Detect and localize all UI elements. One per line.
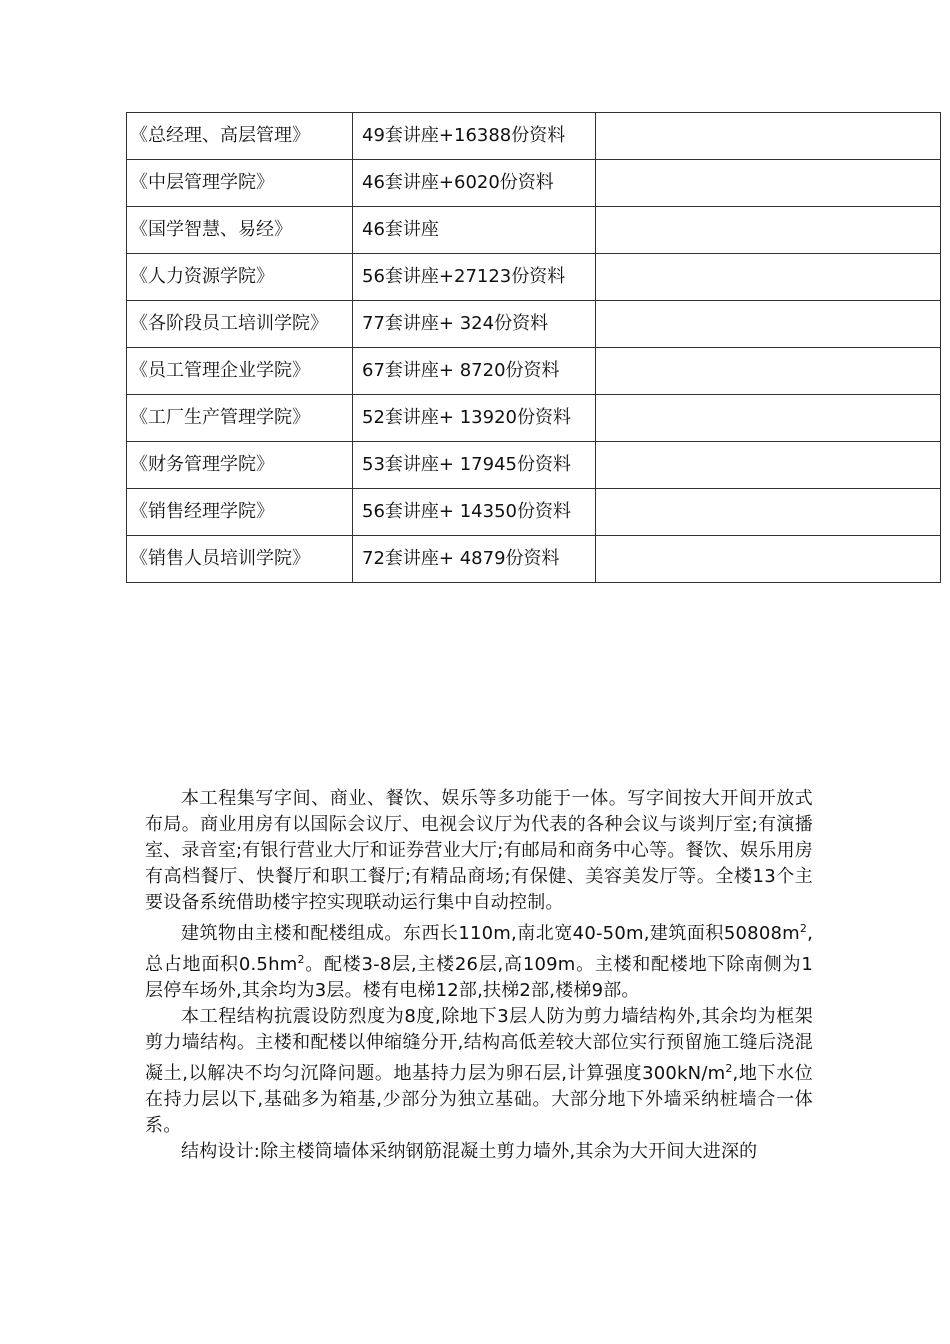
- paragraph-overview: 本工程集写字间、商业、餐饮、娱乐等多功能于一体。写字间按大开间开放式布局。商业用房有以国际会议厅、电视会议厅为代表的各种会议与谈判厅室;有演播室、录音室;有银行营业大厅和证券营业大厅;有邮局和商务中心等。餐饮、娱乐用房有高档餐厅、快餐厅和职工餐厅;有精品商场;有保健、美容美发厅等。全楼13个主要设备系统借助楼宇控实现联动运行集中自动控制。: [145, 788, 813, 913]
- course-content-cell: 72套讲座+ 4879份资料: [353, 536, 596, 583]
- course-note-cell: [596, 442, 941, 489]
- course-catalog-table: [126, 112, 941, 583]
- course-name-cell: 《人力资源学院》: [127, 254, 353, 301]
- paragraph-building: [145, 916, 813, 1004]
- table-row: [127, 395, 941, 442]
- course-name-cell: 《中层管理学院》: [127, 160, 353, 207]
- course-content-cell: 77套讲座+ 324份资料: [353, 301, 596, 348]
- course-note-cell: [596, 207, 941, 254]
- table-row: [127, 113, 941, 160]
- course-name-cell: 《销售人员培训学院》: [127, 536, 353, 583]
- table-row: [127, 207, 941, 254]
- course-content-cell: 52套讲座+ 13920份资料: [353, 395, 596, 442]
- course-name-cell: 《总经理、高层管理》: [127, 113, 353, 160]
- course-note-cell: [596, 489, 941, 536]
- table-row: [127, 442, 941, 489]
- course-name-cell: 《工厂生产管理学院》: [127, 395, 353, 442]
- course-note-cell: [596, 395, 941, 442]
- table-row: [127, 160, 941, 207]
- superscript: 2: [799, 922, 808, 935]
- paragraph-text: 建筑物由主楼和配楼组成。东西长110m,南北宽40-50m,建筑面积50808m: [181, 923, 800, 944]
- paragraph-text: 本工程结构抗震设防烈度为8度,除地下3层人防为剪力墙结构外,其余均为框架剪力墙结构。主楼和配楼以伸缩缝分开,结构高低差较大部位实行预留施工缝后浇混凝土,以解决不均匀沉降问题。地基持力层为卵石层,计算强度300kN/m: [145, 1006, 813, 1084]
- paragraph-text: ,地下水位在持力层以下,基础多为箱基,少部分为独立基础。大部分地下外墙采纳桩墙合一体系。: [145, 1063, 813, 1136]
- paragraph-design: 结构设计:除主楼筒墙体采纳钢筋混凝土剪力墙外,其余为大开间大进深的: [181, 1141, 758, 1162]
- course-note-cell: [596, 348, 941, 395]
- course-content-cell: 49套讲座+16388份资料: [353, 113, 596, 160]
- course-content-cell: 56套讲座+ 14350份资料: [353, 489, 596, 536]
- course-note-cell: [596, 301, 941, 348]
- course-note-cell: [596, 113, 941, 160]
- course-name-cell: 《员工管理企业学院》: [127, 348, 353, 395]
- table-row: [127, 536, 941, 583]
- superscript: 2: [297, 953, 305, 966]
- table-row: [127, 489, 941, 536]
- course-content-cell: 46套讲座+6020份资料: [353, 160, 596, 207]
- table-row: [127, 301, 941, 348]
- course-note-cell: [596, 160, 941, 207]
- paragraph-text: ,总占地面积0.5hm: [145, 923, 813, 975]
- course-name-cell: 《销售经理学院》: [127, 489, 353, 536]
- course-name-cell: 《各阶段员工培训学院》: [127, 301, 353, 348]
- paragraph-structure: [145, 1004, 813, 1139]
- project-description: [145, 786, 813, 1165]
- course-content-cell: 46套讲座: [353, 207, 596, 254]
- table-row: [127, 348, 941, 395]
- course-note-cell: [596, 254, 941, 301]
- course-name-cell: 《财务管理学院》: [127, 442, 353, 489]
- table-row: [127, 254, 941, 301]
- superscript: 2: [725, 1062, 733, 1075]
- course-content-cell: 56套讲座+27123份资料: [353, 254, 596, 301]
- course-name-cell: 《国学智慧、易经》: [127, 207, 353, 254]
- course-content-cell: 67套讲座+ 8720份资料: [353, 348, 596, 395]
- course-content-cell: 53套讲座+ 17945份资料: [353, 442, 596, 489]
- course-note-cell: [596, 536, 941, 583]
- paragraph-text: 。配楼3-8层,主楼26层,高109m。主楼和配楼地下除南侧为1层停车场外,其余均为3层。楼有电梯12部,扶梯2部,楼梯9部。: [145, 954, 813, 1001]
